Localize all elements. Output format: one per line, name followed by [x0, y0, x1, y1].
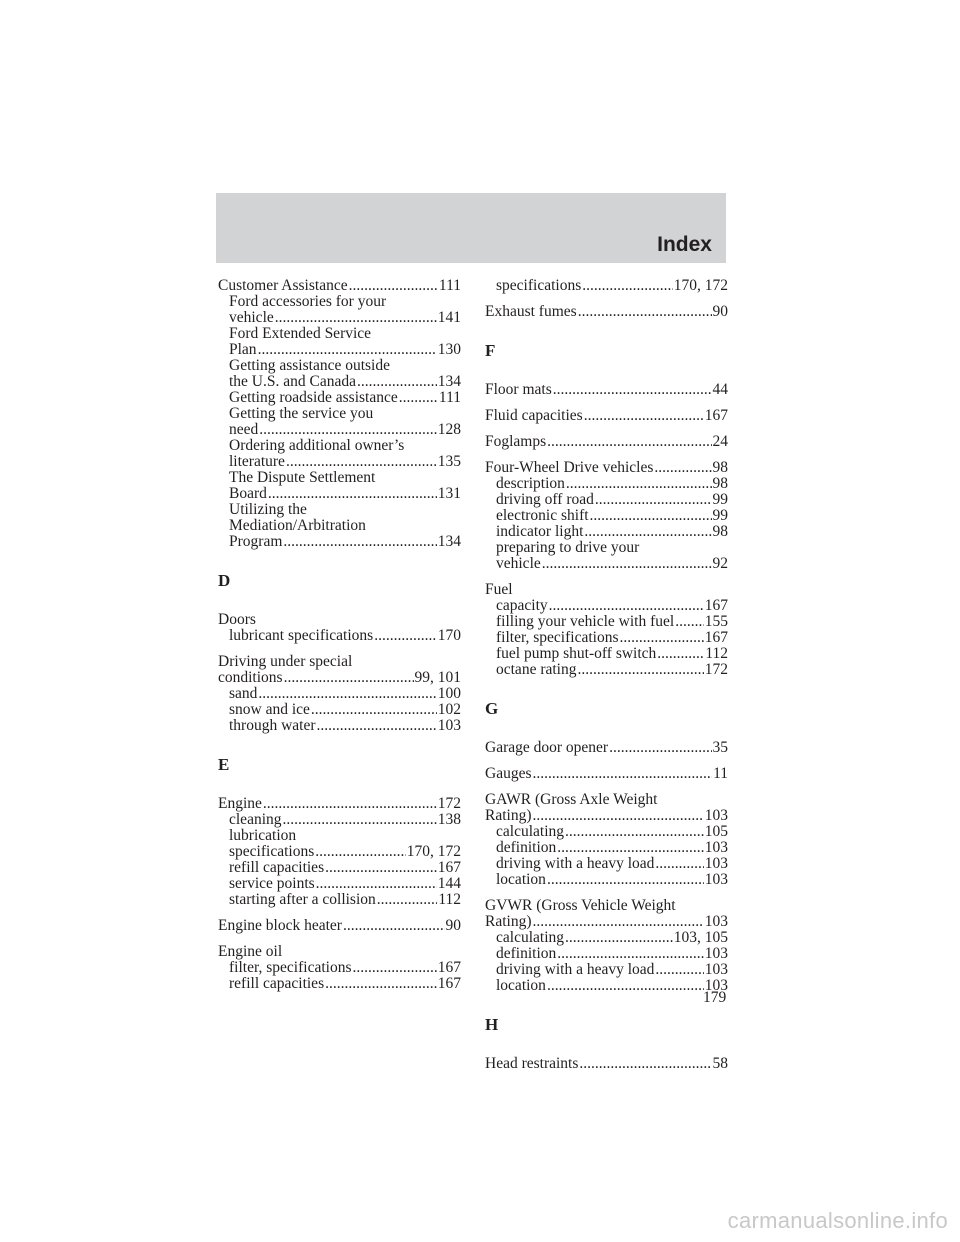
index-entry-label: location: [496, 977, 546, 994]
index-entry-label: Exhaust fumes: [485, 303, 577, 320]
index-entry-label: sand: [229, 685, 258, 702]
dot-leader: [399, 390, 438, 406]
index-entry: [485, 766, 728, 782]
index-entry-label: description: [496, 475, 565, 492]
index-entry-page: 172: [704, 661, 728, 678]
index-entry-label: Gauges: [485, 765, 532, 782]
dot-leader: [578, 304, 712, 320]
index-entry-label: Head restraints: [485, 1055, 579, 1072]
index-entry-page: 90: [445, 917, 461, 934]
dot-leader: [582, 278, 673, 294]
index-entry: [485, 856, 728, 872]
dot-leader: [579, 1056, 711, 1072]
index-entry-text: Driving under special: [218, 653, 353, 670]
index-entry-label: driving with a heavy load: [496, 855, 655, 872]
index-entry-label: service points: [229, 875, 315, 892]
index-entry: [485, 476, 728, 492]
index-entry-label: calculating: [496, 929, 564, 946]
index-entry-page: 172: [437, 795, 461, 812]
index-entry-page: 170, 172: [406, 843, 461, 860]
index-entry-page: 103: [704, 961, 728, 978]
dot-leader: [565, 930, 673, 946]
dot-leader: [590, 508, 712, 524]
index-entry: [485, 824, 728, 840]
dot-leader: [547, 872, 704, 888]
index-entry-label: filling your vehicle with fuel: [496, 613, 675, 630]
dot-leader: [284, 670, 414, 686]
index-entry: [218, 454, 461, 470]
index-entry-text: Ordering additional owner’s: [229, 437, 405, 454]
index-entry-page: 103, 105: [673, 929, 728, 946]
index-entry-label: driving off road: [496, 491, 594, 508]
dot-leader: [584, 524, 711, 540]
index-entry-label: Rating): [485, 807, 532, 824]
dot-leader: [595, 492, 712, 508]
index-entry-label: Board: [229, 485, 267, 502]
index-entry: [218, 310, 461, 326]
dot-leader: [542, 556, 712, 572]
index-entry-label: specifications: [496, 277, 582, 294]
index-entry-page: 24: [712, 433, 728, 450]
index-entry-page: 144: [437, 875, 461, 892]
index-entry-label: lubricant specifications: [229, 627, 374, 644]
index-entry-label: literature: [229, 453, 285, 470]
dot-leader: [258, 686, 436, 702]
dot-leader: [286, 454, 437, 470]
index-entry-page: 112: [438, 891, 461, 908]
index-column-left: [218, 278, 461, 992]
index-letter-heading: H: [485, 1015, 499, 1034]
index-entry-label: need: [229, 421, 259, 438]
index-entry-label: through water: [229, 717, 316, 734]
dot-leader: [675, 614, 704, 630]
index-entry: [218, 374, 461, 390]
index-entry-label: calculating: [496, 823, 564, 840]
dot-leader: [263, 796, 437, 812]
index-entry-label: filter, specifications: [496, 629, 619, 646]
dot-leader: [655, 962, 703, 978]
index-entry: [485, 978, 728, 994]
index-entry-text: Getting assistance outside: [229, 357, 390, 374]
index-entry-page: 103: [704, 913, 728, 930]
dot-leader: [325, 976, 437, 992]
dot-leader: [311, 702, 437, 718]
index-entry-page: 35: [712, 739, 728, 756]
index-entry-page: 138: [437, 811, 461, 828]
index-entry-page: 111: [438, 277, 461, 294]
index-entry-page: 167: [437, 959, 461, 976]
index-entry-label: Four-Wheel Drive vehicles: [485, 459, 654, 476]
index-entry: [218, 670, 461, 686]
index-entry-label: Program: [229, 533, 283, 550]
index-entry-label: vehicle: [229, 309, 274, 326]
index-entry: [485, 382, 728, 398]
index-entry-label: Engine block heater: [218, 917, 342, 934]
index-entry-text: GVWR (Gross Vehicle Weight: [485, 897, 676, 914]
index-letter-heading: G: [485, 699, 499, 718]
index-entry-text: lubrication: [229, 827, 297, 844]
dot-leader: [577, 662, 703, 678]
index-entry: [485, 508, 728, 524]
index-entry-page: 131: [437, 485, 461, 502]
index-entry: [485, 872, 728, 888]
index-entry: [485, 740, 728, 756]
dot-leader: [533, 914, 704, 930]
index-entry-label: location: [496, 871, 546, 888]
dot-leader: [283, 812, 437, 828]
index-entry: [218, 892, 461, 908]
index-entry-label: Rating): [485, 913, 532, 930]
index-entry-page: 103: [704, 807, 728, 824]
index-entry: [485, 524, 728, 540]
index-entry: [218, 422, 461, 438]
index-entry-label: definition: [496, 945, 557, 962]
index-entry: [218, 628, 461, 644]
index-entry: [485, 646, 728, 662]
index-entry-label: octane rating: [496, 661, 577, 678]
index-entry-page: 44: [712, 381, 728, 398]
index-entry-label: Floor mats: [485, 381, 552, 398]
index-entry-label: Plan: [229, 341, 257, 358]
index-entry-page: 98: [712, 523, 728, 540]
index-entry-page: 167: [704, 629, 728, 646]
index-entry-label: driving with a heavy load: [496, 961, 655, 978]
index-letter-heading: F: [485, 341, 496, 360]
index-entry: [218, 486, 461, 502]
dot-leader: [349, 278, 438, 294]
index-entry-page: 167: [437, 859, 461, 876]
index-entry-text: Doors: [218, 611, 256, 628]
dot-leader: [317, 718, 437, 734]
index-entry-label: specifications: [229, 843, 315, 860]
index-entry-page: 103: [437, 717, 461, 734]
index-entry-text: preparing to drive your: [496, 539, 640, 556]
index-entry-page: 11: [713, 765, 728, 782]
index-entry: [485, 914, 728, 930]
index-entry: [218, 278, 461, 294]
dot-leader: [557, 946, 703, 962]
index-entry: [218, 534, 461, 550]
index-entry: [218, 686, 461, 702]
index-entry: [485, 434, 728, 450]
index-entry-page: 105: [704, 823, 728, 840]
index-entry: [485, 840, 728, 856]
index-entry-page: 100: [437, 685, 461, 702]
index-entry-page: 103: [704, 855, 728, 872]
index-column-right: [485, 278, 728, 1072]
index-entry-label: definition: [496, 839, 557, 856]
index-entry-label: Engine: [218, 795, 262, 812]
dot-leader: [547, 978, 704, 994]
index-entry-text: Ford accessories for your: [229, 293, 387, 310]
index-entry-page: 102: [437, 701, 461, 718]
index-entry-page: 103: [704, 945, 728, 962]
index-entry: [218, 718, 461, 734]
index-entry-text: Fuel: [485, 581, 513, 598]
dot-leader: [654, 460, 711, 476]
index-entry-page: 170, 172: [673, 277, 728, 294]
index-entry-page: 167: [704, 407, 728, 424]
index-entry-page: 90: [712, 303, 728, 320]
index-entry-page: 111: [438, 389, 461, 406]
dot-leader: [268, 486, 437, 502]
index-entry: [218, 960, 461, 976]
index-entry: [218, 918, 461, 934]
index-entry-label: Fluid capacities: [485, 407, 583, 424]
index-entry-label: filter, specifications: [229, 959, 352, 976]
dot-leader: [275, 310, 437, 326]
index-entry: [218, 812, 461, 828]
index-entry-page: 103: [704, 871, 728, 888]
index-entry-label: capacity: [496, 597, 548, 614]
dot-leader: [377, 892, 438, 908]
index-entry: [485, 808, 728, 824]
dot-leader: [258, 342, 437, 358]
index-entry-text: Mediation/Arbitration: [229, 517, 366, 534]
index-entry: [218, 390, 461, 406]
page-number: 179: [703, 989, 727, 1006]
index-entry-label: the U.S. and Canada: [229, 373, 356, 390]
index-entry: [485, 930, 728, 946]
index-entry-page: 134: [437, 373, 461, 390]
index-entry-page: 103: [704, 977, 728, 994]
index-entry-page: 167: [437, 975, 461, 992]
index-entry: [218, 844, 461, 860]
index-entry: [218, 702, 461, 718]
index-entry-text: The Dispute Settlement: [229, 469, 376, 486]
dot-leader: [533, 808, 704, 824]
index-entry: [485, 278, 728, 294]
index-entry: [485, 946, 728, 962]
index-entry-text: Utilizing the: [229, 501, 307, 518]
index-entry-label: Garage door opener: [485, 739, 609, 756]
index-entry-label: cleaning: [229, 811, 282, 828]
dot-leader: [619, 630, 703, 646]
index-entry-text: Getting the service you: [229, 405, 374, 422]
index-entry: [485, 460, 728, 476]
index-entry-page: 99, 101: [414, 669, 461, 686]
index-entry-page: 170: [437, 627, 461, 644]
index-entry-page: 103: [704, 839, 728, 856]
index-entry: [218, 976, 461, 992]
index-entry-label: indicator light: [496, 523, 584, 540]
index-entry-label: electronic shift: [496, 507, 589, 524]
index-entry: [485, 630, 728, 646]
dot-leader: [557, 840, 703, 856]
dot-leader: [547, 434, 711, 450]
dot-leader: [343, 918, 445, 934]
index-entry: [485, 614, 728, 630]
index-entry-label: Customer Assistance: [218, 277, 348, 294]
index-entry-label: Getting roadside assistance: [229, 389, 398, 406]
index-entry-label: refill capacities: [229, 859, 325, 876]
index-entry: [485, 492, 728, 508]
index-entry-page: 92: [712, 555, 728, 572]
dot-leader: [374, 628, 437, 644]
index-entry: [485, 1056, 728, 1072]
section-header-bar: [216, 193, 726, 263]
index-entry-page: 155: [704, 613, 728, 630]
dot-leader: [283, 534, 436, 550]
index-entry-page: 98: [712, 475, 728, 492]
dot-leader: [566, 476, 712, 492]
index-entry-page: 58: [712, 1055, 728, 1072]
index-entry-page: 99: [712, 491, 728, 508]
index-entry: [485, 598, 728, 614]
dot-leader: [565, 824, 704, 840]
index-entry: [218, 342, 461, 358]
index-letter-heading: E: [218, 755, 230, 774]
index-entry-page: 98: [712, 459, 728, 476]
dot-leader: [325, 860, 437, 876]
index-entry: [485, 304, 728, 320]
index-entry-text: Engine oil: [218, 943, 283, 960]
index-entry-label: snow and ice: [229, 701, 310, 718]
index-entry-page: 130: [437, 341, 461, 358]
dot-leader: [533, 766, 713, 782]
dot-leader: [657, 646, 704, 662]
index-entry-page: 112: [705, 645, 728, 662]
section-title: Index: [657, 233, 712, 256]
index-entry: [485, 962, 728, 978]
index-entry: [218, 796, 461, 812]
index-entry-text: Ford Extended Service: [229, 325, 372, 342]
index-entry-label: refill capacities: [229, 975, 325, 992]
index-entry-label: conditions: [218, 669, 283, 686]
dot-leader: [584, 408, 704, 424]
dot-leader: [357, 374, 437, 390]
index-entry-page: 167: [704, 597, 728, 614]
dot-leader: [352, 960, 436, 976]
dot-leader: [259, 422, 436, 438]
dot-leader: [655, 856, 703, 872]
dot-leader: [315, 844, 406, 860]
index-entry-page: 134: [437, 533, 461, 550]
index-letter-heading: D: [218, 571, 231, 590]
index-entry-label: fuel pump shut-off switch: [496, 645, 657, 662]
index-entry: [218, 876, 461, 892]
index-entry-label: Foglamps: [485, 433, 547, 450]
dot-leader: [316, 876, 437, 892]
index-entry: [218, 860, 461, 876]
index-entry-page: 128: [437, 421, 461, 438]
index-entry: [485, 556, 728, 572]
index-entry: [485, 662, 728, 678]
index-entry-text: GAWR (Gross Axle Weight: [485, 791, 658, 808]
dot-leader: [553, 382, 712, 398]
dot-leader: [609, 740, 711, 756]
index-entry-page: 99: [712, 507, 728, 524]
index-entry-label: starting after a collision: [229, 891, 376, 908]
index-entry: [485, 408, 728, 424]
index-entry-page: 141: [437, 309, 461, 326]
watermark: carmanualsonline.info: [727, 1208, 948, 1233]
index-entry-page: 135: [437, 453, 461, 470]
dot-leader: [549, 598, 704, 614]
index-entry-label: vehicle: [496, 555, 541, 572]
